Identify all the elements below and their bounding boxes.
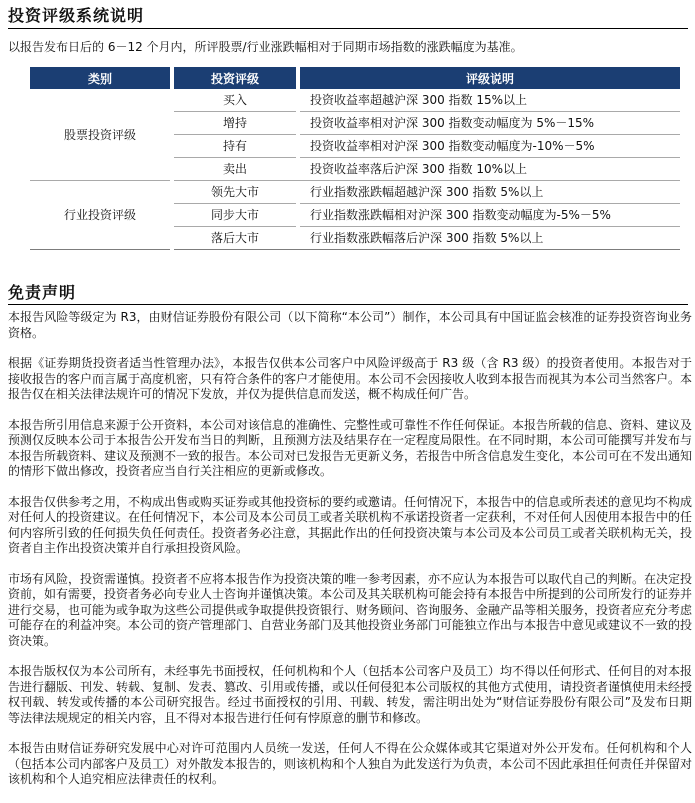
description-cell: 投资收益率超越沪深 300 指数 15%以上	[300, 89, 680, 112]
disclaimer-paragraph: 市场有风险，投资需谨慎。投资者不应将本报告作为投资决策的唯一参考因素，亦不应认为本报告可以取代自己的判断。在决定投资前，如有需要，投资者务必向专业人士咨询并谨慎决策。本公司及其关联机构可能会持有本报告中所提到的公司所发行的证券并进行交易，也可能为或争取为这些公司提供或争取提供投资银行、财务顾问、咨询服务、金融产品等相关服务，投资者应充分考虑可能存在的利益冲突。本公司的资产管理部门、自营业务部门及其他投资业务部门可能独立作出与本报告中意见或建议不一致的投资决策。	[8, 571, 693, 648]
header-category: 类别	[30, 67, 170, 89]
header-description: 评级说明	[300, 67, 680, 89]
disclaimer-paragraph: 本报告由财信证券研究发展中心对许可范围内人员统一发送，任何人不得在公众媒体或其它渠道对外公开发布。任何机构和个人（包括本公司内部客户及员工）对外散发本报告的，则该机构和个人独自为此发送行为负责，本公司不因此承担任何责任并保留对该机构和个人追究相应法律责任的权利。	[8, 741, 693, 786]
rating-system-title: 投资评级系统说明	[8, 6, 145, 25]
table-row	[30, 89, 680, 112]
title-underline	[8, 28, 688, 29]
description-cell: 行业指数涨跌幅超越沪深 300 指数 5%以上	[300, 181, 680, 204]
table-row	[30, 181, 680, 204]
rating-table	[30, 67, 680, 250]
grade-cell: 落后大市	[174, 227, 296, 250]
title-underline	[8, 304, 688, 305]
disclaimer-paragraph: 本报告仅供参考之用，不构成出售或购买证券或其他投资标的要约或邀请。任何情况下，本报告中的信息或所表述的意见均不构成对任何人的投资建议。在任何情况下，本公司及本公司员工或者关联机构不承诺投资者一定获利，不对任何人因使用本报告中的任何内容所引致的任何损失负任何责任。投资者务必注意，其据此作出的任何投资决策与本公司及本公司员工或者关联机构无关，投资者自主作出投资决策并自行承担投资风险。	[8, 494, 693, 555]
description-cell: 投资收益率相对沪深 300 指数变动幅度为 5%－15%	[300, 112, 680, 135]
rating-intro-text: 以报告发布日后的 6－12 个月内，所评股票/行业涨跌幅相对于同期市场指数的涨跌幅度为基准。	[8, 40, 523, 54]
grade-cell: 持有	[174, 135, 296, 158]
disclaimer-paragraph: 本报告版权仅为本公司所有，未经事先书面授权，任何机构和个人（包括本公司客户及员工）均不得以任何形式、任何目的对本报告进行翻版、刊发、转载、复制、发表、篡改、引用或传播，或以任何侵犯本公司版权的其他方式使用，请投资者谨慎使用未经授权刊载、转发或传播的本公司研究报告。经过书面授权的引用、刊载、转发，需注明出处为“财信证券股份有限公司”及发布日期等法律法规规定的相关内容，且不得对本报告进行任何有悖原意的删节和修改。	[8, 664, 693, 725]
description-cell: 投资收益率落后沪深 300 指数 10%以上	[300, 158, 680, 181]
description-cell: 行业指数涨跌幅相对沪深 300 指数变动幅度为-5%－5%	[300, 204, 680, 227]
grade-cell: 卖出	[174, 158, 296, 181]
grade-cell: 同步大市	[174, 204, 296, 227]
header-rating: 投资评级	[174, 67, 296, 89]
category-industry: 行业投资评级	[30, 181, 170, 250]
disclaimer-body	[8, 310, 692, 803]
grade-cell: 买入	[174, 89, 296, 112]
disclaimer-paragraph: 根据《证券期货投资者适当性管理办法》，本报告仅供本公司客户中风险评级高于 R3 级（含 R3 级）的投资者使用。本报告对于接收报告的客户而言属于高度机密，只有符合条件的客户才能使用。本公司不会因接收人收到本报告而视其为本公司当然客户。本报告仅在相关法律法规许可的情况下发放，并仅为提供信息而发送，概不构成任何广告。	[8, 356, 693, 401]
description-cell: 行业指数涨跌幅落后沪深 300 指数 5%以上	[300, 227, 680, 250]
disclaimer-title: 免责声明	[8, 283, 77, 302]
grade-cell: 增持	[174, 112, 296, 135]
grade-cell: 领先大市	[174, 181, 296, 204]
category-stock: 股票投资评级	[30, 89, 170, 181]
disclaimer-paragraph: 本报告风险等级定为 R3，由财信证券股份有限公司（以下简称“本公司”）制作，本公司具有中国证监会核准的证券投资咨询业务资格。	[8, 310, 692, 340]
description-cell: 投资收益率相对沪深 300 指数变动幅度为-10%－5%	[300, 135, 680, 158]
disclaimer-paragraph: 本报告所引用信息来源于公开资料，本公司对该信息的准确性、完整性或可靠性不作任何保证。本报告所载的信息、资料、建议及预测仅反映本公司于本报告公开发布当日的判断，且预测方法及结果存在一定程度局限性。在不同时期，本公司可能撰写并发布与本报告所载资料、建议及预测不一致的报告。本公司对已发报告无更新义务，若报告中所含信息发生变化，本公司可在不发出通知的情形下做出修改，投资者应当自行关注相应的更新或修改。	[8, 417, 693, 478]
table-header-row	[30, 67, 680, 89]
